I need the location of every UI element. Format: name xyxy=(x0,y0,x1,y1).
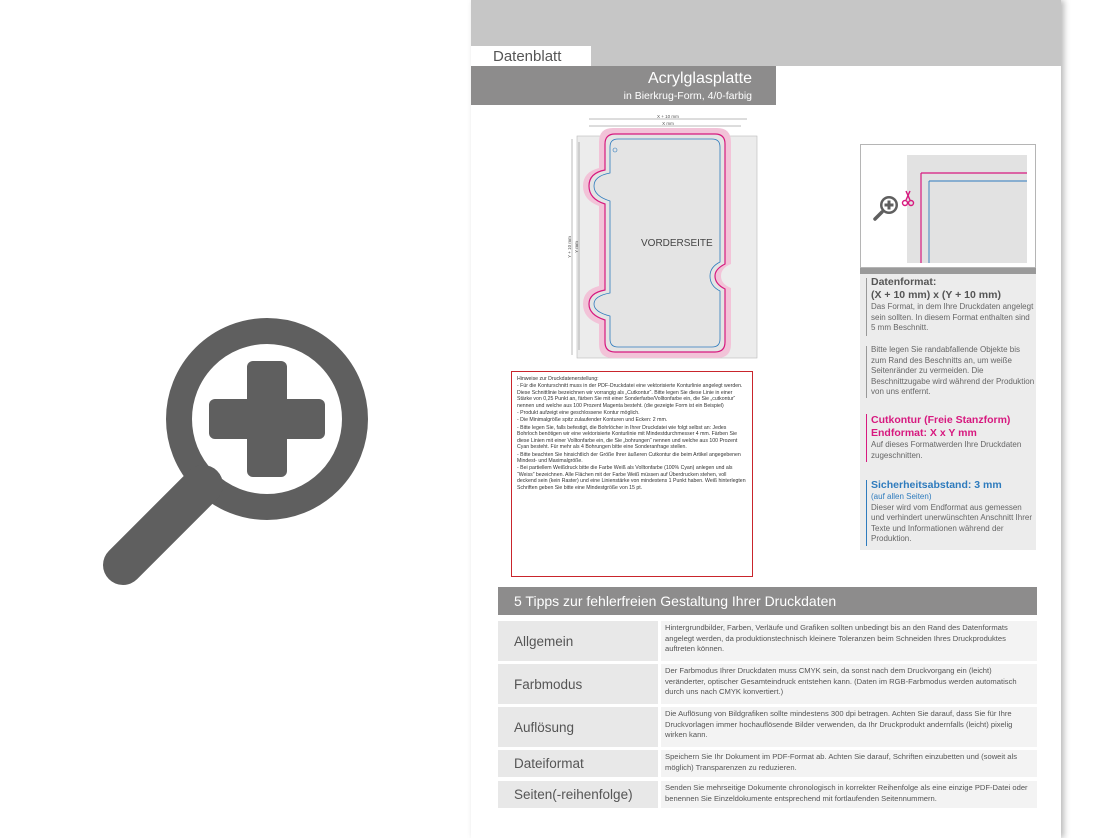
panel-divider xyxy=(860,268,1036,274)
tips-row-label: Auflösung xyxy=(498,707,658,747)
format-heading: Datenformat: xyxy=(871,276,937,288)
bleed-text: Bitte legen Sie randabfallende Objekte bis zum Rand des Beschnitts an, um weiße Seitenränder zu vermeiden. Die Beschnittzugabe wird während der Produktion von uns entfernt. xyxy=(871,345,1035,396)
product-title: Acrylglasplatte xyxy=(647,70,752,87)
datasheet-tab: Datenblatt xyxy=(471,46,591,67)
width-inner-label: X mm xyxy=(662,121,674,126)
cut-block xyxy=(871,414,1036,461)
notes-heading: Hinweise zur Druckdatenerstellung: xyxy=(517,376,599,382)
tips-row-label: Farbmodus xyxy=(498,664,658,704)
datasheet-page xyxy=(471,0,1061,838)
tips-row xyxy=(498,621,1037,661)
tips-row xyxy=(498,707,1037,747)
bleed-marker xyxy=(866,346,867,398)
tips-row-label: Allgemein xyxy=(498,621,658,661)
format-text: Das Format, in dem Ihre Druckdaten angelegt sein sollten. In diesem Format enthalten sind 5 mm Beschnitt. xyxy=(871,302,1034,332)
notes-item: - Die Minimalgröße spitz zulaufender Konturen und Ecken: 2 mm. xyxy=(517,417,668,424)
detail-preview xyxy=(860,144,1036,268)
product-title-bar xyxy=(471,66,776,105)
product-subtitle: in Bierkrug-Form, 4/0-farbig xyxy=(623,90,752,102)
safety-block xyxy=(871,479,1036,545)
notes-item: - Bei partiellem Weißdruck bitte die Farbe Weiß als Volltonfarbe (100% Cyan) anlegen und als “Weiss” bezeichnen. Alle Flächen mit der Farbe Weiß müssen auf Überdrucken stehen, voll deckend sein (kein Raster) und eine Linienstärke von mindestens 1 Punkt haben. Weiß hinterlegten Schriften geben Sie bitte eine Mindestgröße von 15 pt. xyxy=(517,465,746,492)
cut-heading: Cutkontur (Freie Stanzform) xyxy=(871,414,1011,426)
tips-row-text: Senden Sie mehrseitige Dokumente chronologisch in korrekter Reihenfolge als eine einzige PDF-Datei oder benennen Sie Einzeldokumente entsprechend mit fortlaufenden Seitennummern. xyxy=(661,781,1037,808)
safety-heading: Sicherheitsabstand: 3 mm xyxy=(871,479,1002,491)
height-inner-label: Y mm xyxy=(574,241,579,253)
print-notes-box xyxy=(511,371,753,577)
height-outer-label: Y + 10 mm xyxy=(567,236,572,258)
zoom-in-icon[interactable] xyxy=(95,293,395,593)
tips-row-text: Hintergrundbilder, Farben, Verläufe und Grafiken sollten unbedingt bis an den Rand des Datenformats angelegt werden, da produktionstechnisch kleinere Toleranzen beim Schneiden Ihres Druckproduktes auftreten können. xyxy=(661,621,1037,661)
format-block xyxy=(871,276,1036,334)
tips-row-text: Die Auflösung von Bildgrafiken sollte mindestens 300 dpi betragen. Achten Sie darauf, dass Sie für Ihre Druckvorlagen immer hochauflösende Bilder verwenden, da Ihr Druckprodukt andernfalls (leicht) pixelig wirken kann. xyxy=(661,707,1037,747)
tips-row-label: Seiten(-reihenfolge) xyxy=(498,781,658,808)
cut-value: Endformat: X x Y mm xyxy=(871,427,977,439)
tips-row xyxy=(498,781,1037,808)
format-value: (X + 10 mm) x (Y + 10 mm) xyxy=(871,289,1001,301)
tips-row xyxy=(498,750,1037,777)
tips-row-label: Dateiformat xyxy=(498,750,658,777)
safety-sub: (auf allen Seiten) xyxy=(871,492,932,501)
cut-text: Auf dieses Formatwerden Ihre Druckdaten zugeschnitten. xyxy=(871,440,1022,460)
format-marker xyxy=(866,278,867,336)
tips-row-text: Der Farbmodus Ihrer Druckdaten muss CMYK sein, da sonst nach dem Druckvorgang ein (leicht) veränderter, optischer Gesamteindruck entstehen kann. (Daten im RGB-Farbmodus werden automatisch durch uns nach CMYK konvertiert.) xyxy=(661,664,1037,704)
cut-marker xyxy=(866,414,867,462)
front-side-label: VORDERSEITE xyxy=(641,238,713,249)
zoom-in-icon[interactable] xyxy=(872,193,902,223)
notes-item: - Bitte beachten Sie hinsichtlich der Größe Ihrer äußeren Cutkontur die beim Artikel angegebenen Mindest- und Maximalgröße. xyxy=(517,451,741,465)
tips-heading: 5 Tipps zur fehlerfreien Gestaltung Ihrer Druckdaten xyxy=(498,587,1037,615)
notes-item: - Für die Konturschnitt muss in der PDF-Druckdatei eine vektorisierte Konturlinie angelegt werden. Diese Schnittlinie bezeichnen wir vorrangig als „Cutkontur“. Bitte legen Sie diese Linie in einer Stärke von 0,25 Punkt an, färben Sie mit einer Sonderfarbe/Volltonfarbe ein, die Sie „cutkontur“ nennen und welche aus 100 Prozent Magenta besteht. (die gezeigte Form ist ein Beispiel) xyxy=(517,383,743,409)
width-outer-label: X + 10 mm xyxy=(657,114,679,119)
notes-item: - Produkt aufzeigt eine geschlossene Kontur möglich. xyxy=(517,410,640,417)
corner-detail-graphic xyxy=(907,155,1027,263)
tips-row xyxy=(498,664,1037,704)
safety-text: Dieser wird vom Endformat aus gemessen und verhindert unerwünschten Anschnitt Ihrer Texte und Informationen während der Produktion. xyxy=(871,502,1032,543)
notes-item: - Bitte legen Sie, falls befestigt, die Bohrlöcher in Ihrer Druckdatei wie folgt selbst an: Jedes Bohrloch benötigen wir eine vektorisierte Konturlinie mit Mindestdurchmesser 4 mm. Färben Sie diese Linien mit einer Volltonfarbe ein, die Sie „bohrungen“ nennen und welche aus 100 Prozent Cyan besteht. Für mehr als 4 Bohrungen bitte eine Sonderanfrage stellen. xyxy=(517,424,738,451)
safety-marker xyxy=(866,480,867,546)
tips-row-text: Speichern Sie Ihr Dokument im PDF-Format ab. Achten Sie darauf, Schriften einzubetten und (soweit als möglich) Transparenzen zu reduzieren. xyxy=(661,750,1037,777)
